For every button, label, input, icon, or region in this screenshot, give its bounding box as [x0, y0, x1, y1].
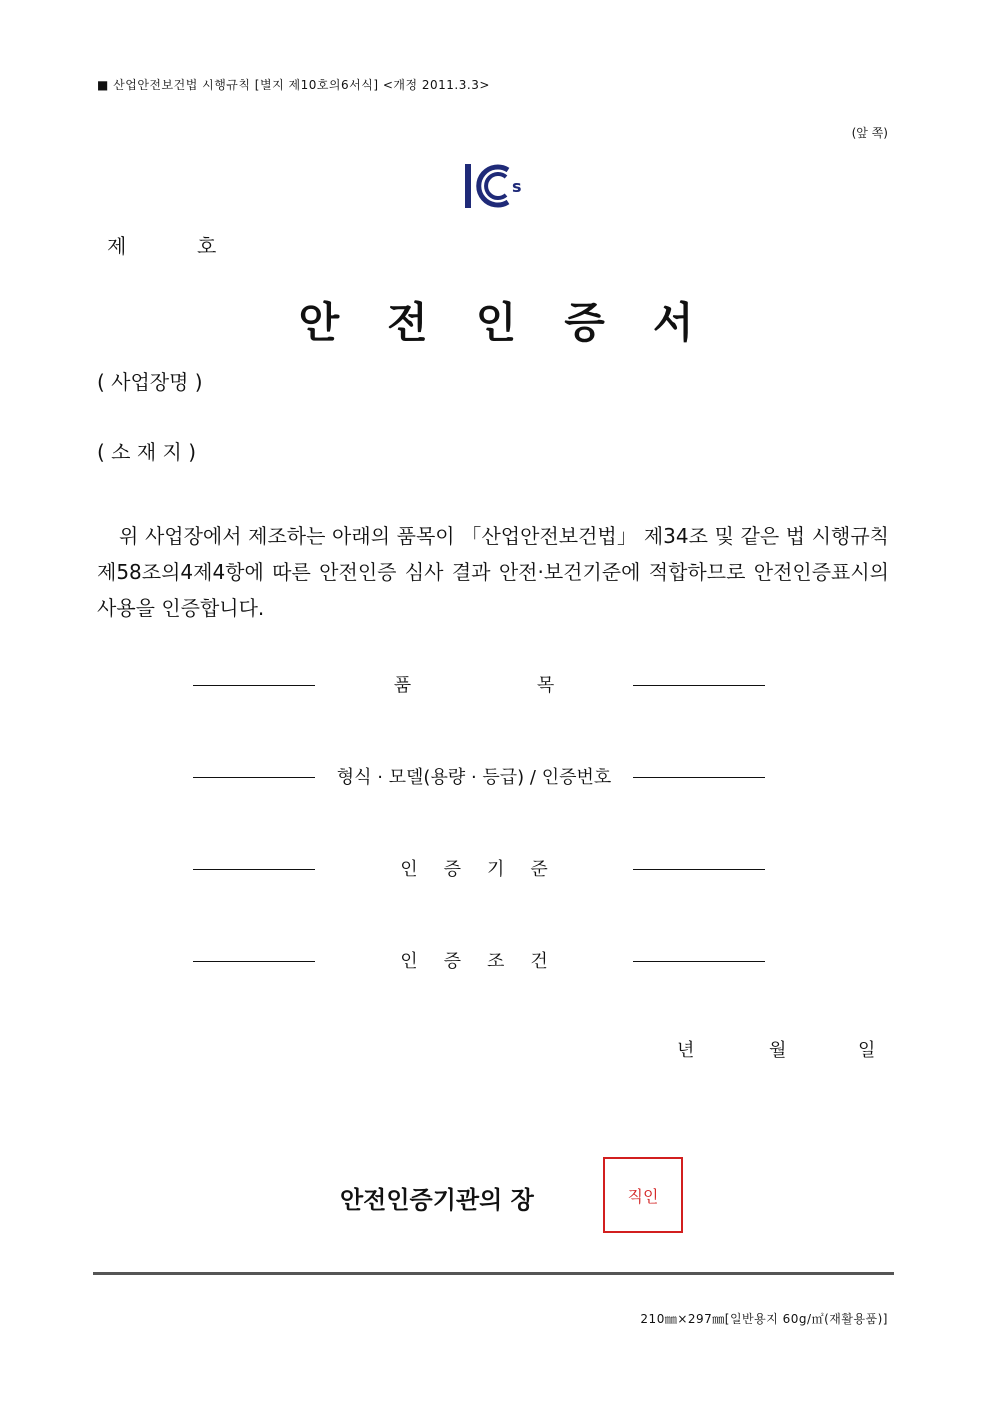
model-label: 형식 · 모델(용량 · 등급) / 인증번호 [336, 767, 612, 788]
business-name-field: ( 사업장명 ) [97, 370, 203, 394]
standard-label: 인증기준 [400, 859, 574, 880]
date-month: 월 [769, 1040, 787, 1061]
condition-line-right [633, 961, 765, 962]
date-year: 년 [677, 1040, 695, 1061]
model-row [193, 766, 765, 790]
certification-statement: 위 사업장에서 제조하는 아래의 품목이 「산업안전보건법」 제34조 및 같은 법 시행규칙 제58조의4제4항에 따른 안전인증 심사 결과 안전·보건기준에 적합하므로 안전인증표시의 사용을 인증합니다. [97, 524, 889, 620]
condition-label: 인증조건 [400, 951, 574, 972]
page-side-note: (앞 쪽) [851, 126, 888, 140]
certificate-number-prefix: 제 [107, 234, 127, 258]
seal-label: 직인 [627, 1186, 659, 1206]
standard-line-left [193, 869, 315, 870]
standard-row [193, 858, 765, 882]
bottom-divider [93, 1272, 894, 1275]
issuer-title: 안전인증기관의 장 [340, 1186, 534, 1214]
location-field: ( 소 재 지 ) [97, 440, 196, 464]
item-row [193, 674, 765, 698]
svg-text:s: s [512, 177, 522, 196]
item-label: 품 목 [393, 675, 555, 696]
form-reference: ■ 산업안전보건법 시행규칙 [별지 제10호의6서식] <개정 2011.3.3> [97, 78, 490, 92]
kcs-mark-icon [462, 160, 526, 212]
certificate-number-suffix: 호 [197, 234, 217, 258]
item-line-right [633, 685, 765, 686]
document-title: 안전인증서 [298, 298, 742, 347]
condition-row [193, 950, 765, 974]
standard-line-right [633, 869, 765, 870]
item-line-left [193, 685, 315, 686]
date-day: 일 [858, 1040, 876, 1061]
official-seal-box [603, 1157, 683, 1233]
paper-spec-footer: 210㎜×297㎜[일반용지 60g/㎡(재활용품)] [640, 1312, 888, 1326]
model-line-right [633, 777, 765, 778]
model-line-left [193, 777, 315, 778]
condition-line-left [193, 961, 315, 962]
